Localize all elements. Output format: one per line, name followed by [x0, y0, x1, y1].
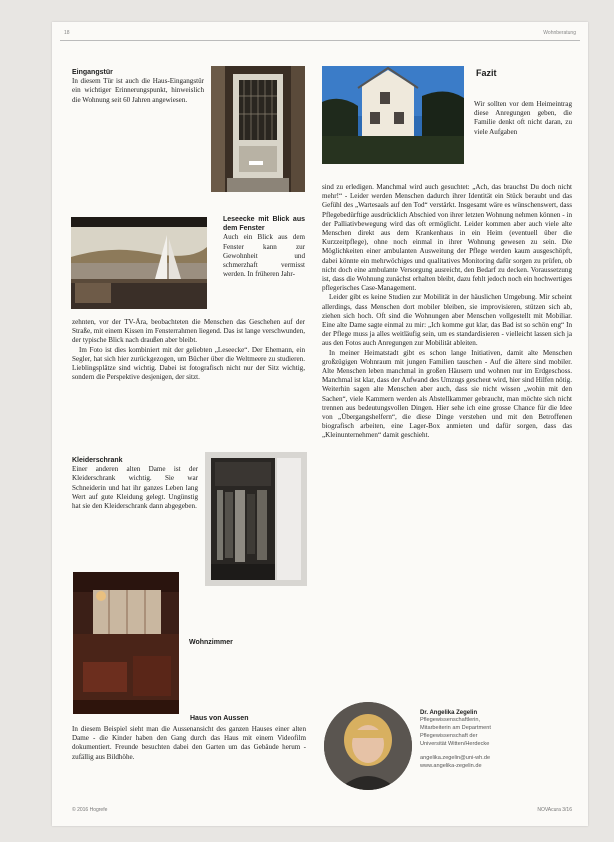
house-exterior-photo [322, 66, 464, 164]
haus-text: In diesem Beispiel sieht man die Aussenansicht des ganzen Hauses einer alten Dame - die Kinder haben den Gang durch das Haus mit einem Videofilm dokumentiert. Freunde besuchten dabei den Garten um das Gebäude herum - zufällig aus Bildhöhe. [72, 725, 306, 761]
fazit-paragraph-2: Leider gibt es keine Studien zur Mobilität in der häuslichen Umgebung. Mir scheint allerdings, dass Menschen dort mobiler bleiben, sie improvisieren, stützen sich ab, ziehen sich hoch. Oft sind die Wohnungen aber Menschen vollgestellt mit Mobiliar. Eine alte Dame sagte einmal zu mir: „Ich komme gut klar, das Bad ist so schön eng“ In der Pflege muss ja alles weitläufig sein, um es standardisieren - vielleicht lassen sich ja aus den Fotos auch Anregungen zur Mobilität ableiten. [322, 293, 572, 348]
leseecke-side-text: Auch ein Blick aus dem Fenster kann zur Gewohnheit und schmerzhaft vermisst werden. In früheren Jahr- [223, 233, 305, 279]
haus-block [72, 725, 306, 762]
author-portrait [324, 702, 412, 790]
wohnzimmer-heading: Wohnzimmer [189, 639, 233, 646]
fazit-paragraph-3: In meiner Heimatstadt gibt es schon lange Initiativen, damit alte Menschen großzügigen Wohnraum mit jungen Familien tauschen - Auf die ältere sind mobiler. Alte Menschen leben manchmal in großen Häusern und wohnen nur im Erdgeschoss. Manchmal ist klar, dass der Aufwand des Umzugs gescheut wird, hier sind Hilfen nötig. Weiterhin sagen alte Menschen aber auch, dass sie nicht wissen „wohin mit den Sachen“, viele Kammern werden als Abstellkammer gebraucht, man möchte sich nicht trennen aus bedeutungsvollen Dingen. Hier sehe ich eine grosse Chance für die Idee von „Übergangshelfern“, die diese Dinge verstehen und mit den Betroffenen biografisch arbeiten, eine Lager-Box anmieten und dafür sorgen, dass das „Kleinunternehmen“ damit geschieht. [322, 348, 572, 440]
haus-heading: Haus von Aussen [190, 715, 249, 722]
author-email-link[interactable]: angelika.zegelin@uni-wh.de [420, 755, 491, 761]
magazine-page [52, 22, 588, 826]
eingangstuer-text: In diesem Tür ist auch die Haus-Eingangstür ein wichtiger Erinnerungspunkt, hinweislich die Wohnung seit 60 Jahren angewiesen. [72, 77, 204, 104]
kleiderschrank-block [72, 456, 198, 511]
kleiderschrank-text: Einer anderen alten Dame ist der Kleiderschrank wichtig. Sie war Schneiderin und hat ihr ganzes Leben lang Wert auf gute Kleidung gelegt. Ungünstig hat sie den Kleiderschrank dann abgegeben. [72, 465, 198, 511]
section-header: Wohnberatung [543, 30, 576, 36]
living-room-photo [73, 572, 179, 714]
leseecke-side-block [223, 215, 305, 279]
fazit-side-block [474, 100, 572, 137]
author-line-2: Mitarbeiterin am Department [420, 725, 491, 731]
leseecke-full-block [72, 318, 305, 382]
author-website-link[interactable]: www.angelika-zegelin.de [420, 763, 482, 769]
kleiderschrank-heading: Kleiderschrank [72, 457, 123, 464]
footer-issue: NOVAcura 3/16 [537, 807, 572, 813]
author-name: Dr. Angelika Zegelin [420, 710, 478, 716]
eingangstuer-block [72, 68, 204, 105]
fazit-heading: Fazit [476, 68, 497, 78]
leseecke-full-text: zehnten, vor der TV-Ära, beobachteten die Menschen das Geschehen auf der Straße, mit einem Kissen im Fensterrahmen liegend. Das ist lange verschwunden, der typische Blick nach draußen aber bleibt. [72, 318, 305, 345]
reading-corner-photo [71, 217, 207, 309]
author-info [420, 710, 580, 770]
author-line-4: Universität Witten/Herdecke [420, 741, 490, 747]
author-line-1: Pflegewissenschaftlerin, [420, 717, 481, 723]
eingangstuer-heading: Eingangstür [72, 69, 113, 76]
page-number: 18 [64, 30, 70, 36]
fazit-side-text: Wir sollten vor dem Heimeintrag diese Anregungen geben, die Familie denkt oft nicht daran, zu viele Aufgaben [474, 100, 572, 136]
author-line-3: Pflegewissenschaft der [420, 733, 478, 739]
footer-copyright: © 2016 Hogrefe [72, 807, 108, 813]
fazit-full-block [322, 183, 572, 441]
leseecke-heading: Leseecke mit Blick aus dem Fenster [223, 216, 305, 233]
leseecke-paragraph-2: Im Foto ist dies kombiniert mit der geliebten „Leseecke“. Der Ehemann, ein Segler, hat sich hier zurückgezogen, um Bücher über die Weltmeere zu studieren. Lieblingsplätze sind wichtig. Dabei ist fotografisch nicht nur der Sitz wichtig, sondern die Perspektive desjenigen, der sitzt. [72, 345, 305, 382]
header-rule [60, 40, 580, 41]
fazit-paragraph-1: sind zu erledigen. Manchmal wird auch gesuchtet: „Ach, das brauchst Du doch nicht mehr!“ - Leider werden Menschen dadurch ihrer Identität ein Stück beraubt und das Gefühl des „Wartesaals auf den Tod“ verstärkt. Insgesamt wäre es wünschenswert, dass Pflegebedürftige ausdrücklich Abschied von ihrer letzten Wohnung nehmen können - in der Palliativbewegung wird das oft ermöglicht. Leider kommen aber auch viele alte Menschen direkt aus dem Krankenhaus in ein Heim (eventuell über die Kurzzeitpflege), ohne noch einmal in ihrer Wohnung gewesen zu sein. Die Möglichkeiten einer ambulanten Ausweitung der Pflege werden kaum ausgeschöpft, dabei könnte ein mehrwöchiges und qualitatives Monitoring dafür sorgen zu prüfen, ob nicht doch eine ambulante Versorgung ausreicht, den Bedarf zu decken. Voraussetzung ist, dass die Wohnung zunächst erhalten bleibt, dazu fehlt jedoch noch ein hochwertiges pflegerisches Case-Management. [322, 183, 572, 293]
entrance-door-photo [211, 66, 305, 192]
wardrobe-photo [205, 452, 307, 586]
